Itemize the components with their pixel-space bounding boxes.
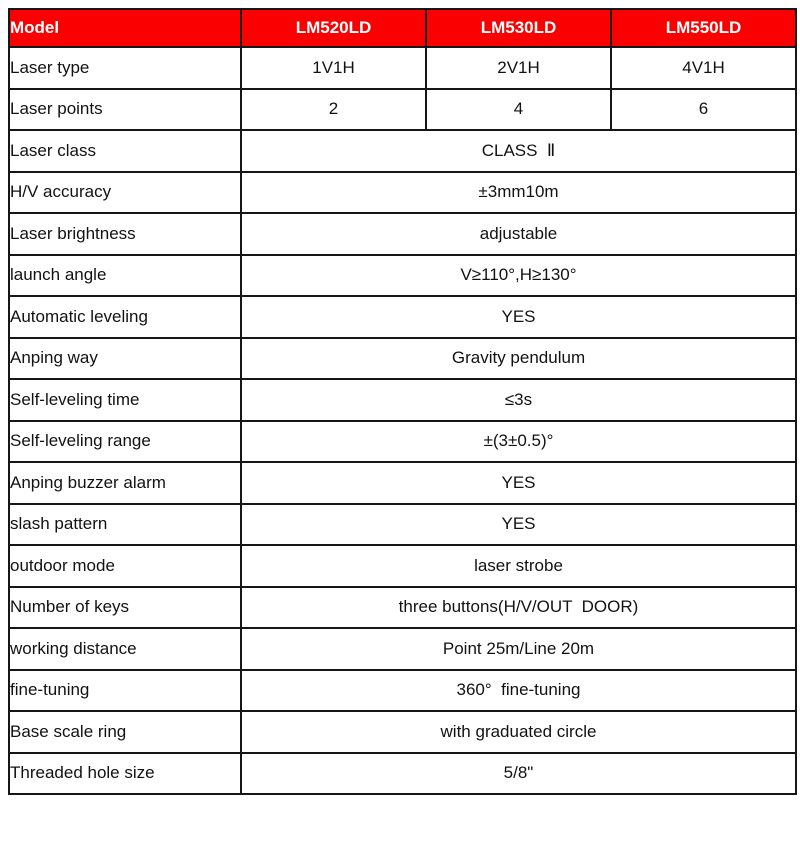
table-row (9, 753, 796, 795)
row-label: outdoor mode (9, 545, 241, 587)
row-label: Laser class (9, 130, 241, 172)
row-label: Threaded hole size (9, 753, 241, 795)
row-value: ±(3±0.5)° (241, 421, 796, 463)
row-value: 5/8" (241, 753, 796, 795)
row-value: 4V1H (611, 47, 796, 89)
table-row (9, 296, 796, 338)
row-value: Gravity pendulum (241, 338, 796, 380)
row-value: 6 (611, 89, 796, 131)
row-value: 4 (426, 89, 611, 131)
row-label: Automatic leveling (9, 296, 241, 338)
table-row (9, 628, 796, 670)
table-row (9, 213, 796, 255)
table-row (9, 338, 796, 380)
row-label: slash pattern (9, 504, 241, 546)
table-row (9, 670, 796, 712)
row-value: with graduated circle (241, 711, 796, 753)
header-cell-lm520ld: LM520LD (241, 9, 426, 47)
table-row (9, 47, 796, 89)
row-value: three buttons(H/V/OUT DOOR) (241, 587, 796, 629)
row-value: YES (241, 296, 796, 338)
table-row (9, 545, 796, 587)
row-value: 2 (241, 89, 426, 131)
table-row (9, 89, 796, 131)
header-cell-lm550ld: LM550LD (611, 9, 796, 47)
row-value: 1V1H (241, 47, 426, 89)
row-label: Laser points (9, 89, 241, 131)
row-value: YES (241, 504, 796, 546)
header-cell-model: Model (9, 9, 241, 47)
row-value: ≤3s (241, 379, 796, 421)
row-value: CLASS Ⅱ (241, 130, 796, 172)
table-row (9, 462, 796, 504)
row-label: Anping way (9, 338, 241, 380)
row-value: laser strobe (241, 545, 796, 587)
table-row (9, 421, 796, 463)
row-label: H/V accuracy (9, 172, 241, 214)
row-label: Self-leveling range (9, 421, 241, 463)
row-value: Point 25m/Line 20m (241, 628, 796, 670)
table-row (9, 504, 796, 546)
table-row (9, 255, 796, 297)
row-label: Self-leveling time (9, 379, 241, 421)
row-label: Laser type (9, 47, 241, 89)
table-row (9, 130, 796, 172)
spec-table (8, 8, 797, 795)
table-row (9, 379, 796, 421)
table-row (9, 711, 796, 753)
row-value: 2V1H (426, 47, 611, 89)
row-label: Number of keys (9, 587, 241, 629)
table-header-row (9, 9, 796, 47)
row-label: Base scale ring (9, 711, 241, 753)
row-value: adjustable (241, 213, 796, 255)
row-value: V≥110°,H≥130° (241, 255, 796, 297)
row-value: ±3mm10m (241, 172, 796, 214)
row-label: Laser brightness (9, 213, 241, 255)
table-row (9, 172, 796, 214)
header-cell-lm530ld: LM530LD (426, 9, 611, 47)
row-label: Anping buzzer alarm (9, 462, 241, 504)
row-value: 360° fine-tuning (241, 670, 796, 712)
table-row (9, 587, 796, 629)
row-label: fine-tuning (9, 670, 241, 712)
row-label: launch angle (9, 255, 241, 297)
row-label: working distance (9, 628, 241, 670)
row-value: YES (241, 462, 796, 504)
